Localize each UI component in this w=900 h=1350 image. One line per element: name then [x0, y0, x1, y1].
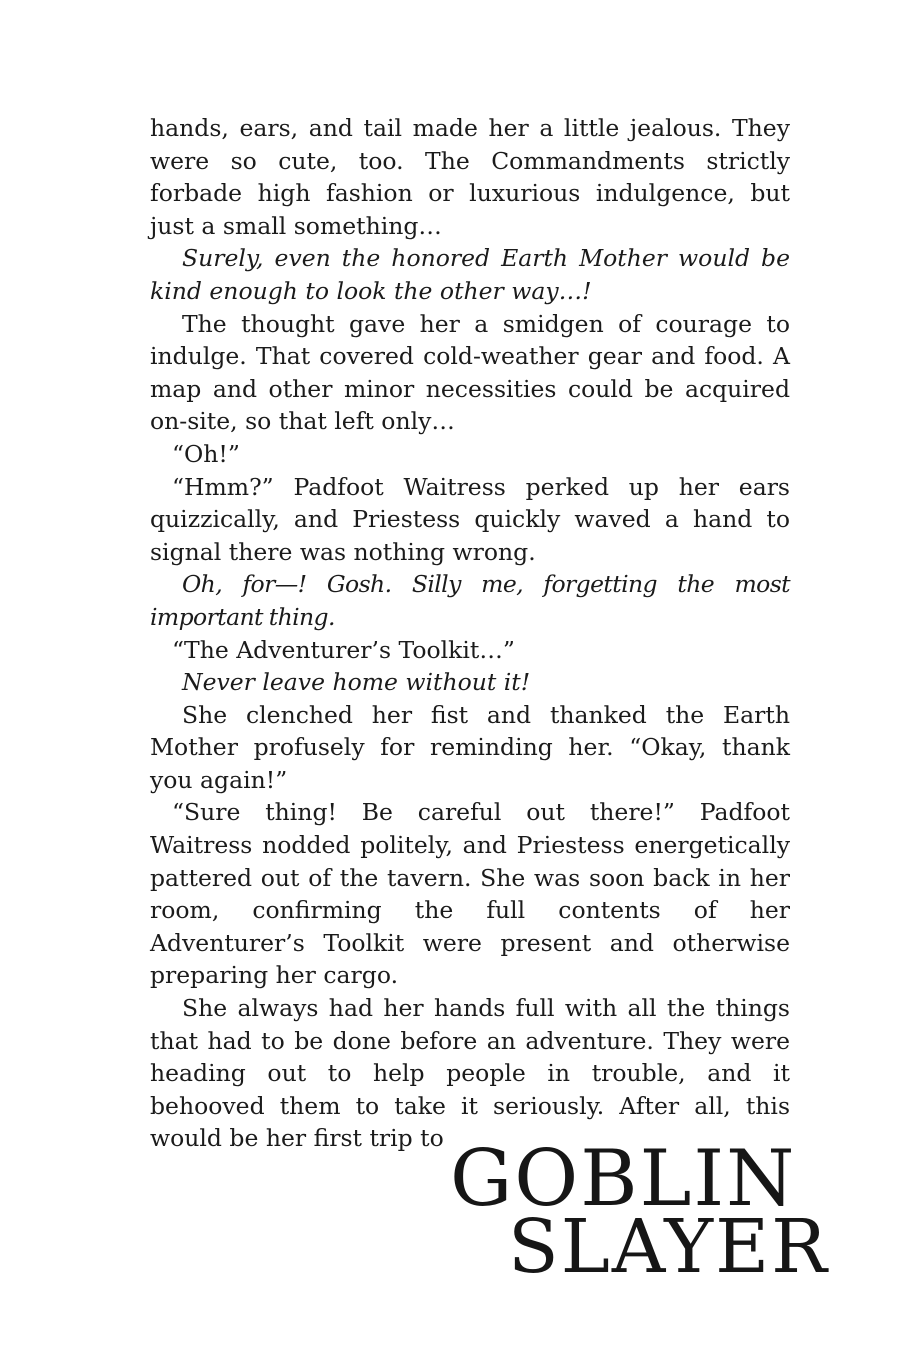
- logo-line-slayer: SLAYER: [508, 1204, 829, 1290]
- goblin-slayer-logo: [450, 1134, 829, 1290]
- dialogue-line: “Oh!”: [172, 439, 240, 468]
- dialogue-line: “The Adventurer’s Toolkit…”: [172, 635, 515, 664]
- paragraph: She clenched her fist and thanked the Earth Mother profusely for reminding her. “Okay, thank you again!”: [150, 700, 790, 794]
- paragraph-italic-thought: Never leave home without it!: [182, 668, 531, 697]
- paragraph-italic-thought: Oh, for—! Gosh. Silly me, forgetting the most important thing.: [150, 570, 790, 631]
- dialogue-line: “Sure thing! Be careful out there!” Padfoot Waitress nodded politely, and Priestess energetically pattered out of the tavern. She was soon back in her room, confirming the full contents of her Adventurer’s Toolkit were present and otherwise preparing her cargo.: [150, 798, 790, 990]
- paragraph-italic-thought: Surely, even the honored Earth Mother would be kind enough to look the other way…!: [150, 244, 790, 305]
- logo-line-goblin: GOBLIN: [450, 1134, 797, 1224]
- paragraph: hands, ears, and tail made her a little jealous. They were so cute, too. The Commandments strictly forbade high fashion or luxurious indulgence, but just a small something…: [150, 114, 790, 240]
- paragraph: She always had her hands full with all the things that had to be done before an adventure. They were heading out to help people in trouble, and it behooved them to take it seriously. After all, this would be her first trip to: [150, 994, 790, 1153]
- page-body-text: [150, 112, 790, 1155]
- dialogue-line: “Hmm?” Padfoot Waitress perked up her ears quizzically, and Priestess quickly waved a hand to signal there was nothing wrong.: [150, 472, 790, 566]
- paragraph: The thought gave her a smidgen of courage to indulge. That covered cold-weather gear and food. A map and other minor necessities could be acquired on-site, so that left only…: [150, 309, 790, 436]
